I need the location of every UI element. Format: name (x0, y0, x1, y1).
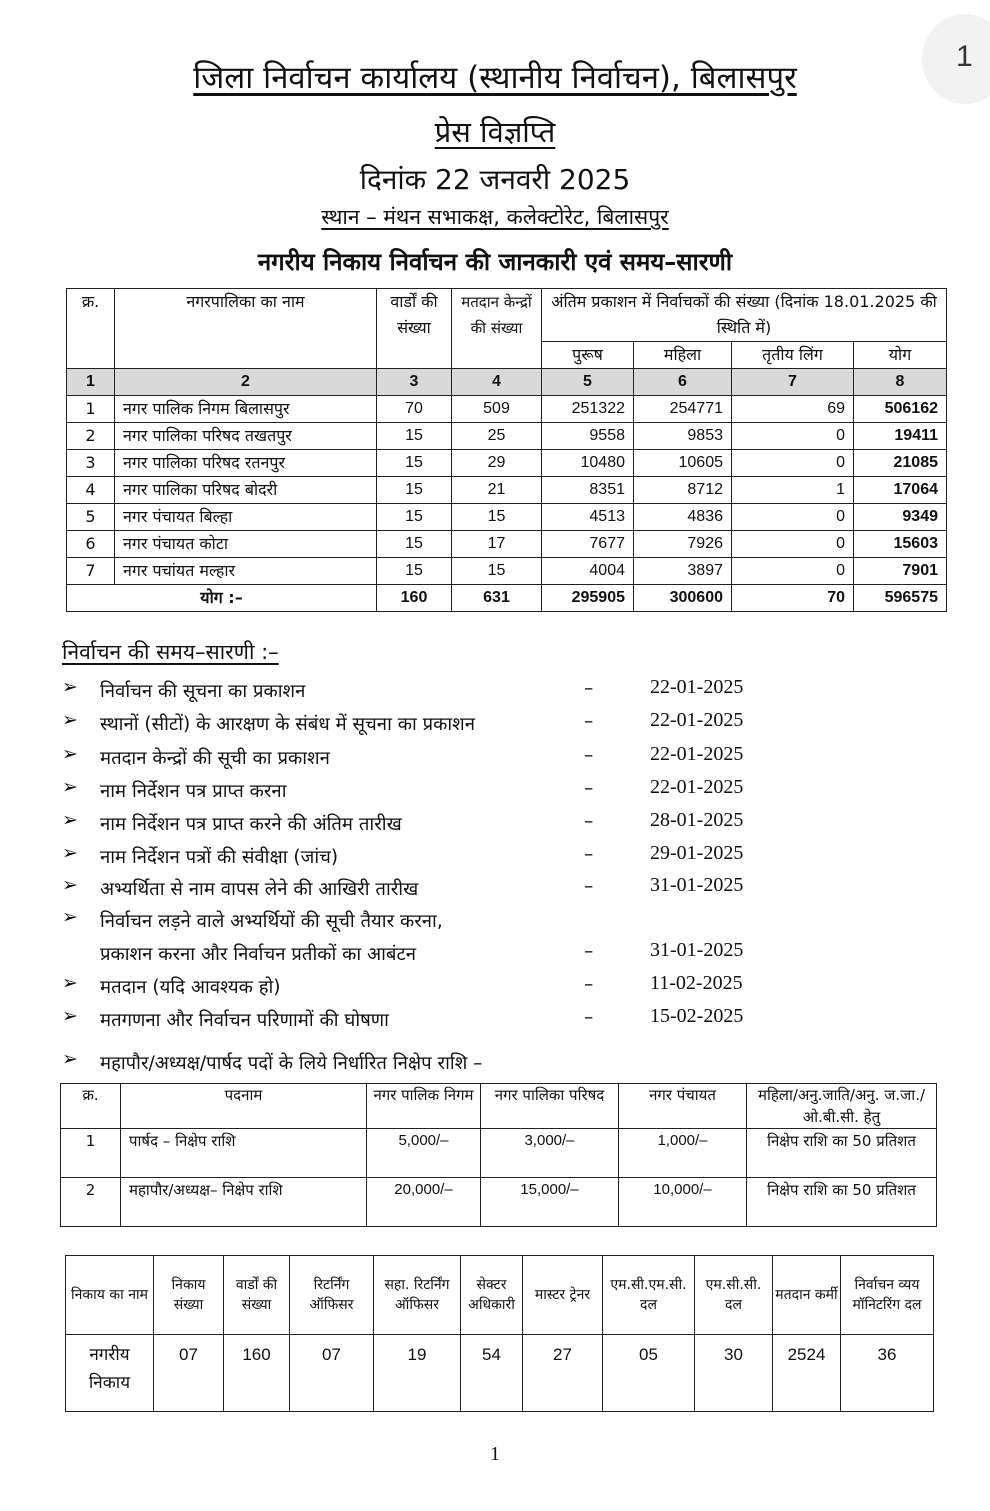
header-electors-group: अंतिम प्रकाशन में निर्वाचकों की संख्या (दिनांक 18.01.2025 की स्थिति में) (542, 289, 947, 342)
schedule-label: मतगणना और निर्वाचन परिणामों की घोषणा (100, 1010, 389, 1031)
schedule-dash: – (584, 811, 594, 832)
deposit-cell: 2 (61, 1178, 121, 1227)
arrow-bullet-icon: ➢ (62, 743, 78, 765)
staff-cell: 30 (695, 1335, 773, 1412)
staff-cell: 19 (374, 1335, 461, 1412)
table-cell: 8351 (542, 477, 634, 504)
table-cell: 0 (732, 504, 854, 531)
municipality-name-cell: नगर पालिका परिषद तखतपुर (115, 423, 377, 450)
table-cell: 21085 (854, 450, 947, 477)
staff-cell: नगरीय निकाय (66, 1335, 154, 1412)
schedule-label: नाम निर्देशन पत्रों की संवीक्षा (जांच) (100, 847, 339, 868)
deposit-cell: महापौर/अध्यक्ष– निक्षेप राशि (121, 1178, 367, 1227)
deposit-table (60, 1083, 937, 1227)
table-cell: 10605 (634, 450, 732, 477)
table-cell: 0 (732, 450, 854, 477)
staff-header-cell: रिटर्निंग ऑफिसर (290, 1256, 374, 1335)
schedule-label: निर्वाचन लड़ने वाले अभ्यर्थियों की सूची तैयार करना, (100, 911, 443, 932)
schedule-label: नाम निर्देशन पत्र प्राप्त करना (100, 781, 287, 802)
table-row (67, 450, 947, 477)
schedule-date: 29-01-2025 (650, 842, 744, 864)
schedule-item (62, 711, 782, 741)
deposit-cell: निक्षेप राशि का 50 प्रतिशत (747, 1178, 937, 1227)
schedule-date: 31-01-2025 (650, 874, 744, 896)
schedule-dash: – (584, 941, 594, 962)
header-booths: मतदान केन्द्रों की संख्या (452, 289, 542, 369)
deposit-cell: 5,000/– (367, 1129, 481, 1178)
deposit-cell: 15,000/– (481, 1178, 619, 1227)
table-cell: 0 (732, 558, 854, 585)
column-index-row (67, 369, 947, 396)
arrow-bullet-icon: ➢ (62, 972, 78, 994)
total-cell: 160 (377, 585, 452, 612)
schedule-dash: – (584, 844, 594, 865)
table-cell: 6 (67, 531, 115, 558)
table-cell: 506162 (854, 396, 947, 423)
arrow-bullet-icon: ➢ (62, 776, 78, 798)
table-cell: 9853 (634, 423, 732, 450)
table-cell: 15 (377, 504, 452, 531)
page-number: 1 (490, 1443, 500, 1465)
schedule-date: 28-01-2025 (650, 809, 744, 831)
voters-table (66, 288, 947, 612)
table-cell: 17 (452, 531, 542, 558)
table-row (67, 477, 947, 504)
table-cell: 7926 (634, 531, 732, 558)
staff-header-cell: निकाय का नाम (66, 1256, 154, 1335)
schedule-item (62, 844, 782, 874)
arrow-bullet-icon: ➢ (62, 809, 78, 831)
deposit-cell: 10,000/– (619, 1178, 747, 1227)
schedule-dash: – (584, 678, 594, 699)
staff-header-cell: एम.सी.एम.सी. दल (603, 1256, 695, 1335)
staff-cell: 54 (461, 1335, 523, 1412)
table-cell: 254771 (634, 396, 732, 423)
office-title: जिला निर्वाचन कार्यालय (स्थानीय निर्वाचन), बिलासपुर (193, 60, 797, 96)
schedule-item (62, 876, 782, 906)
staff-cell: 160 (224, 1335, 290, 1412)
table-cell: 8712 (634, 477, 732, 504)
total-label-cell: योग :– (67, 585, 377, 612)
schedule-item (62, 778, 782, 808)
staff-cell: 05 (603, 1335, 695, 1412)
table-cell: 9558 (542, 423, 634, 450)
table-row (67, 504, 947, 531)
schedule-date: 22-01-2025 (650, 709, 744, 731)
deposit-title-text: महापौर/अध्यक्ष/पार्षद पदों के लिये निर्धारित निक्षेप राशि – (100, 1053, 483, 1074)
press-release-title: प्रेस विज्ञप्ति (434, 115, 556, 149)
schedule-dash: – (584, 711, 594, 732)
staff-header-cell: सेक्टर अधिकारी (461, 1256, 523, 1335)
staff-cell: 36 (841, 1335, 934, 1412)
table-cell: 7901 (854, 558, 947, 585)
staff-cell: 07 (290, 1335, 374, 1412)
municipality-name-cell: नगर पालिका परिषद बोदरी (115, 477, 377, 504)
table-cell: 15 (377, 423, 452, 450)
staff-header-cell: मास्टर ट्रेनर (523, 1256, 603, 1335)
deposit-header-cell: नगर पालिक निगम (367, 1084, 481, 1129)
table-cell: 15 (377, 531, 452, 558)
table-row (67, 396, 947, 423)
table-cell: 19411 (854, 423, 947, 450)
schedule-label: निर्वाचन की सूचना का प्रकाशन (100, 681, 306, 702)
table-cell: 4 (67, 477, 115, 504)
schedule-dash: – (584, 876, 594, 897)
schedule-date: 31-01-2025 (650, 939, 744, 961)
arrow-bullet-icon: ➢ (62, 709, 78, 731)
table-cell: 3897 (634, 558, 732, 585)
schedule-label: स्थानों (सीटों) के आरक्षण के संबंध में सूचना का प्रकाशन (100, 714, 475, 735)
table-cell: 5 (67, 504, 115, 531)
index-cell: 3 (377, 369, 452, 396)
index-cell: 6 (634, 369, 732, 396)
deposit-cell: 20,000/– (367, 1178, 481, 1227)
schedule-date: 22-01-2025 (650, 743, 744, 765)
arrow-bullet-icon: ➢ (62, 842, 78, 864)
table-cell: 15 (452, 504, 542, 531)
schedule-date: 22-01-2025 (650, 776, 744, 798)
table-cell: 15 (452, 558, 542, 585)
table-cell: 25 (452, 423, 542, 450)
schedule-date: 15-02-2025 (650, 1005, 744, 1027)
table-cell: 70 (377, 396, 452, 423)
header-sr: क्र. (67, 289, 115, 369)
table-cell: 1 (67, 396, 115, 423)
index-cell: 7 (732, 369, 854, 396)
table-cell: 1 (732, 477, 854, 504)
table-cell: 2 (67, 423, 115, 450)
schedule-item (62, 906, 782, 965)
deposit-cell: पार्षद – निक्षेप राशि (121, 1129, 367, 1178)
staff-header-cell: निर्वाचन व्यय मॉनिटरिंग दल (841, 1256, 934, 1335)
schedule-label: मतदान केन्द्रों की सूची का प्रकाशन (100, 748, 330, 769)
deposit-cell: 1 (61, 1129, 121, 1178)
table-cell: 15603 (854, 531, 947, 558)
deposit-header-cell: महिला/अनु.जाति/अनु. ज.जा./ओ.बी.सी. हेतु (747, 1084, 937, 1129)
deposit-header-cell: क्र. (61, 1084, 121, 1129)
schedule-label: मतदान (यदि आवश्यक हो) (100, 977, 281, 998)
table-cell: 7677 (542, 531, 634, 558)
schedule-dash: – (584, 1007, 594, 1028)
table-cell: 10480 (542, 450, 634, 477)
table-cell: 0 (732, 531, 854, 558)
deposit-cell: निक्षेप राशि का 50 प्रतिशत (747, 1129, 937, 1178)
table-row (67, 423, 947, 450)
staff-header-cell: एम.सी.सी. दल (695, 1256, 773, 1335)
schedule-dash: – (584, 778, 594, 799)
table-cell: 0 (732, 423, 854, 450)
header-municipality-name: नगरपालिका का नाम (115, 289, 377, 369)
schedule-date: 11-02-2025 (650, 972, 743, 994)
arrow-bullet-icon: ➢ (62, 874, 78, 896)
municipality-name-cell: नगर पंचायत बिल्हा (115, 504, 377, 531)
header-total: योग (854, 342, 947, 369)
table-cell: 21 (452, 477, 542, 504)
staff-table (65, 1255, 934, 1412)
header-third-gender: तृतीय लिंग (732, 342, 854, 369)
schedule-item (62, 811, 782, 841)
deposit-row (61, 1178, 937, 1227)
total-cell: 70 (732, 585, 854, 612)
staff-header-cell: सहा. रिटर्निंग ऑफिसर (374, 1256, 461, 1335)
schedule-dash: – (584, 974, 594, 995)
table-cell: 9349 (854, 504, 947, 531)
schedule-item (62, 974, 782, 1004)
total-cell: 300600 (634, 585, 732, 612)
schedule-dash: – (584, 745, 594, 766)
schedule-date: 22-01-2025 (650, 676, 744, 698)
municipality-name-cell: नगर पचांयत मल्हार (115, 558, 377, 585)
schedule-item (62, 745, 782, 775)
table-cell: 15 (377, 558, 452, 585)
staff-cell: 27 (523, 1335, 603, 1412)
index-cell: 5 (542, 369, 634, 396)
deposit-header-cell: पदनाम (121, 1084, 367, 1129)
total-cell: 596575 (854, 585, 947, 612)
deposit-cell: 3,000/– (481, 1129, 619, 1178)
table-row (67, 531, 947, 558)
total-cell: 631 (452, 585, 542, 612)
table-cell: 4513 (542, 504, 634, 531)
index-cell: 2 (115, 369, 377, 396)
release-date: दिनांक 22 जनवरी 2025 (359, 163, 631, 196)
corner-page-number: 1 (956, 40, 973, 73)
subject-heading: नगरीय निकाय निर्वाचन की जानकारी एवं समय–सारणी (257, 248, 733, 276)
table-cell: 29 (452, 450, 542, 477)
index-cell: 4 (452, 369, 542, 396)
deposit-header-cell: नगर पंचायत (619, 1084, 747, 1129)
table-cell: 17064 (854, 477, 947, 504)
index-cell: 1 (67, 369, 115, 396)
table-cell: 4004 (542, 558, 634, 585)
table-cell: 3 (67, 450, 115, 477)
table-row (67, 558, 947, 585)
deposit-row (61, 1129, 937, 1178)
table-cell: 7 (67, 558, 115, 585)
schedule-title: निर्वाचन की समय–सारणी :– (62, 640, 279, 664)
index-cell: 8 (854, 369, 947, 396)
municipality-name-cell: नगर पालिका परिषद रतनपुर (115, 450, 377, 477)
table-cell: 69 (732, 396, 854, 423)
header-male: पुरूष (542, 342, 634, 369)
arrow-bullet-icon: ➢ (62, 1048, 78, 1070)
schedule-label-continued: प्रकाशन करना और निर्वाचन प्रतीकों का आबंटन (100, 944, 417, 965)
staff-header-cell: मतदान कर्मी (773, 1256, 841, 1335)
staff-cell: 07 (154, 1335, 224, 1412)
arrow-bullet-icon: ➢ (62, 906, 78, 928)
schedule-item (62, 678, 782, 708)
schedule-item (62, 1007, 782, 1037)
deposit-cell: 1,000/– (619, 1129, 747, 1178)
municipality-name-cell: नगर पंचायत कोटा (115, 531, 377, 558)
municipality-name-cell: नगर पालिक निगम बिलासपुर (115, 396, 377, 423)
header-female: महिला (634, 342, 732, 369)
table-cell: 509 (452, 396, 542, 423)
table-cell: 15 (377, 477, 452, 504)
total-cell: 295905 (542, 585, 634, 612)
arrow-bullet-icon: ➢ (62, 1005, 78, 1027)
table-cell: 15 (377, 450, 452, 477)
staff-cell: 2524 (773, 1335, 841, 1412)
arrow-bullet-icon: ➢ (62, 676, 78, 698)
total-row (67, 585, 947, 612)
staff-header-cell: निकाय संख्या (154, 1256, 224, 1335)
table-cell: 251322 (542, 396, 634, 423)
header-wards: वार्डों की संख्या (377, 289, 452, 369)
schedule-label: नाम निर्देशन पत्र प्राप्त करने की अंतिम तारीख (100, 814, 402, 835)
venue: स्थान – मंथन सभाकक्ष, कलेक्टोरेट, बिलासपुर (321, 205, 669, 229)
schedule-label: अभ्यर्थिता से नाम वापस लेने की आखिरी तारीख (100, 879, 419, 900)
staff-header-cell: वार्डों की संख्या (224, 1256, 290, 1335)
table-cell: 4836 (634, 504, 732, 531)
deposit-header-cell: नगर पालिका परिषद (481, 1084, 619, 1129)
